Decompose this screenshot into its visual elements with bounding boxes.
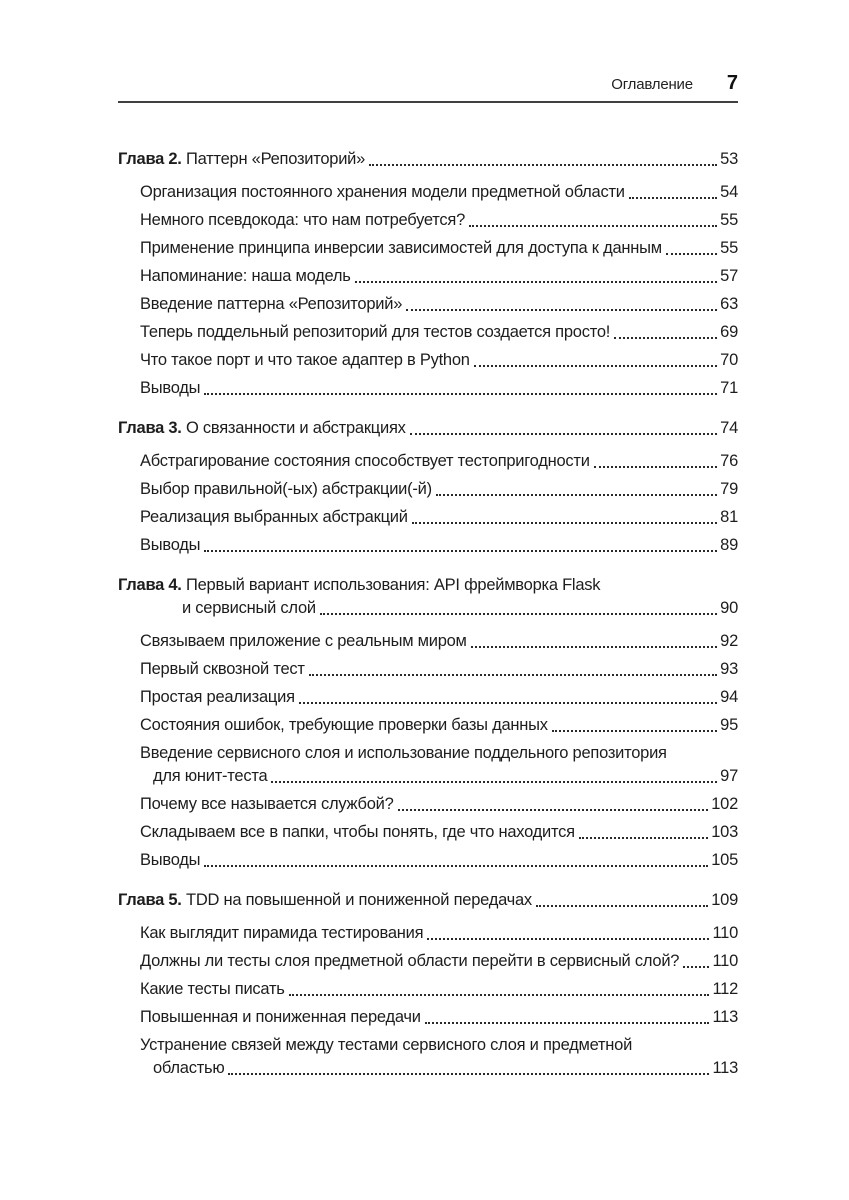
entry-title: Выводы xyxy=(140,379,201,397)
toc-entry xyxy=(118,980,738,999)
entry-page: 102 xyxy=(711,795,738,813)
chapter-prefix: Глава 4. xyxy=(118,576,182,594)
chapter-title: Паттерн «Репозиторий» xyxy=(185,150,366,168)
entry-title: Теперь поддельный репозиторий для тестов создается просто! xyxy=(140,323,611,341)
chapter-heading xyxy=(118,150,738,169)
dot-leader xyxy=(289,994,710,996)
entry-title: Выбор правильной(-ых) абстракции(-й) xyxy=(140,480,432,498)
entry-title: Должны ли тесты слоя предметной области перейти в сервисный слой? xyxy=(140,952,680,970)
dot-leader xyxy=(552,730,717,732)
entry-page: 97 xyxy=(720,767,738,785)
dot-leader xyxy=(427,938,709,940)
entry-title: Реализация выбранных абстракций xyxy=(140,508,408,526)
dot-leader xyxy=(299,702,717,704)
entry-title: Связываем приложение с реальным миром xyxy=(140,632,467,650)
dot-leader xyxy=(614,337,717,339)
dot-leader xyxy=(398,809,709,811)
chapter-title: TDD на повышенной и пониженной передачах xyxy=(185,891,532,909)
entry-page: 92 xyxy=(720,632,738,650)
dot-leader xyxy=(271,781,717,783)
entry-page: 81 xyxy=(720,508,738,526)
dot-leader xyxy=(579,837,708,839)
dot-leader xyxy=(594,466,717,468)
entry-page: 55 xyxy=(720,211,738,229)
entry-page: 113 xyxy=(712,1059,738,1077)
entry-title-line2: областью xyxy=(153,1059,225,1077)
entry-page: 79 xyxy=(720,480,738,498)
chapter-block xyxy=(118,419,738,555)
chapter-heading-continuation xyxy=(118,599,738,618)
chapter-prefix: Глава 3. xyxy=(118,419,182,437)
dot-leader xyxy=(436,494,717,496)
toc-entry xyxy=(118,632,738,651)
entry-title: Какие тесты писать xyxy=(140,980,285,998)
chapter-title: Первый вариант использования: API фреймворка Flask xyxy=(185,576,601,594)
toc-entry xyxy=(118,795,738,814)
entry-title: Введение паттерна «Репозиторий» xyxy=(140,295,403,313)
entry-page: 94 xyxy=(720,688,738,706)
table-of-contents xyxy=(118,150,738,1087)
entry-page: 113 xyxy=(712,1008,738,1026)
entry-page: 69 xyxy=(720,323,738,341)
page-number: 7 xyxy=(726,72,738,94)
entry-page: 110 xyxy=(712,952,738,970)
entry-title: Складываем все в папки, чтобы понять, где что находится xyxy=(140,823,575,841)
entry-title-line1: Введение сервисного слоя и использование поддельного репозитория xyxy=(140,744,667,762)
entry-title: Выводы xyxy=(140,851,201,869)
chapter-heading-text xyxy=(118,576,600,595)
entry-page: 105 xyxy=(711,851,738,869)
entry-title: Состояния ошибок, требующие проверки базы данных xyxy=(140,716,548,734)
entry-page: 63 xyxy=(720,295,738,313)
chapter-page: 74 xyxy=(720,419,738,437)
toc-entry xyxy=(118,823,738,842)
entry-title: Что такое порт и что такое адаптер в Python xyxy=(140,351,470,369)
entry-title-line2: для юнит-теста xyxy=(153,767,268,785)
entry-title: Немного псевдокода: что нам потребуется? xyxy=(140,211,466,229)
entry-title: Первый сквозной тест xyxy=(140,660,305,678)
dot-leader xyxy=(355,281,717,283)
chapter-page: 109 xyxy=(711,891,738,909)
entry-page: 55 xyxy=(720,239,738,257)
toc-entry xyxy=(118,924,738,943)
toc-entry xyxy=(118,379,738,398)
entry-page: 112 xyxy=(712,980,738,998)
dot-leader xyxy=(204,393,717,395)
toc-entry xyxy=(118,851,738,870)
chapter-heading-text xyxy=(118,150,365,169)
running-title: Оглавление xyxy=(611,76,693,93)
dot-leader xyxy=(536,905,708,907)
chapter-title-line2: и сервисный слой xyxy=(182,599,316,617)
toc-entry xyxy=(118,452,738,471)
entry-title: Напоминание: наша модель xyxy=(140,267,351,285)
toc-entry xyxy=(118,211,738,230)
dot-leader xyxy=(406,309,717,311)
entry-page: 110 xyxy=(712,924,738,942)
toc-entry xyxy=(118,267,738,286)
toc-entry xyxy=(118,536,738,555)
entry-title: Простая реализация xyxy=(140,688,295,706)
dot-leader xyxy=(629,197,717,199)
entry-title-line1: Устранение связей между тестами сервисного слоя и предметной xyxy=(140,1036,633,1054)
dot-leader xyxy=(425,1022,710,1024)
entry-page: 57 xyxy=(720,267,738,285)
toc-entry xyxy=(118,660,738,679)
entry-page: 70 xyxy=(720,351,738,369)
chapter-prefix: Глава 5. xyxy=(118,891,182,909)
chapter-heading xyxy=(118,891,738,910)
dot-leader xyxy=(469,225,717,227)
dot-leader xyxy=(471,646,717,648)
entry-title: Применение принципа инверсии зависимостей для доступа к данным xyxy=(140,239,662,257)
dot-leader xyxy=(683,966,709,968)
toc-entry xyxy=(118,351,738,370)
entry-page: 103 xyxy=(711,823,738,841)
toc-entry xyxy=(118,1008,738,1027)
toc-entry xyxy=(118,323,738,342)
dot-leader xyxy=(474,365,717,367)
chapter-block xyxy=(118,576,738,870)
toc-entry xyxy=(118,239,738,258)
toc-entry xyxy=(118,716,738,735)
entry-title: Абстрагирование состояния способствует тестопригодности xyxy=(140,452,590,470)
dot-leader xyxy=(369,164,717,166)
entry-page: 71 xyxy=(720,379,738,397)
chapter-page: 53 xyxy=(720,150,738,168)
entry-page: 54 xyxy=(720,183,738,201)
dot-leader xyxy=(320,613,717,615)
entry-title: Почему все называется службой? xyxy=(140,795,394,813)
toc-entry xyxy=(118,183,738,202)
chapter-heading-text xyxy=(118,891,532,910)
toc-entry xyxy=(118,952,738,971)
toc-entry xyxy=(118,480,738,499)
chapter-title: О связанности и абстракциях xyxy=(185,419,406,437)
entry-page: 76 xyxy=(720,452,738,470)
entry-page: 95 xyxy=(720,716,738,734)
entry-page: 89 xyxy=(720,536,738,554)
header-rule xyxy=(118,101,738,103)
entry-title: Повышенная и пониженная передачи xyxy=(140,1008,421,1026)
chapter-page: 90 xyxy=(720,599,738,617)
toc-entry xyxy=(118,508,738,527)
toc-entry xyxy=(118,744,738,763)
toc-entry xyxy=(118,688,738,707)
entry-page: 93 xyxy=(720,660,738,678)
dot-leader xyxy=(410,433,717,435)
chapter-block xyxy=(118,891,738,1078)
dot-leader xyxy=(666,253,717,255)
running-header xyxy=(118,72,738,95)
toc-entry xyxy=(118,1036,738,1055)
toc-entry xyxy=(118,295,738,314)
toc-entry-continuation xyxy=(118,1059,738,1078)
dot-leader xyxy=(204,865,708,867)
dot-leader xyxy=(412,522,717,524)
entry-title: Как выглядит пирамида тестирования xyxy=(140,924,424,942)
chapter-heading xyxy=(118,576,738,595)
chapter-heading-text xyxy=(118,419,406,438)
chapter-heading xyxy=(118,419,738,438)
entry-title: Организация постоянного хранения модели предметной области xyxy=(140,183,625,201)
dot-leader xyxy=(204,550,717,552)
dot-leader xyxy=(309,674,717,676)
chapter-prefix: Глава 2. xyxy=(118,150,182,168)
dot-leader xyxy=(228,1073,709,1075)
entry-title: Выводы xyxy=(140,536,201,554)
toc-entry-continuation xyxy=(118,767,738,786)
chapter-block xyxy=(118,150,738,398)
